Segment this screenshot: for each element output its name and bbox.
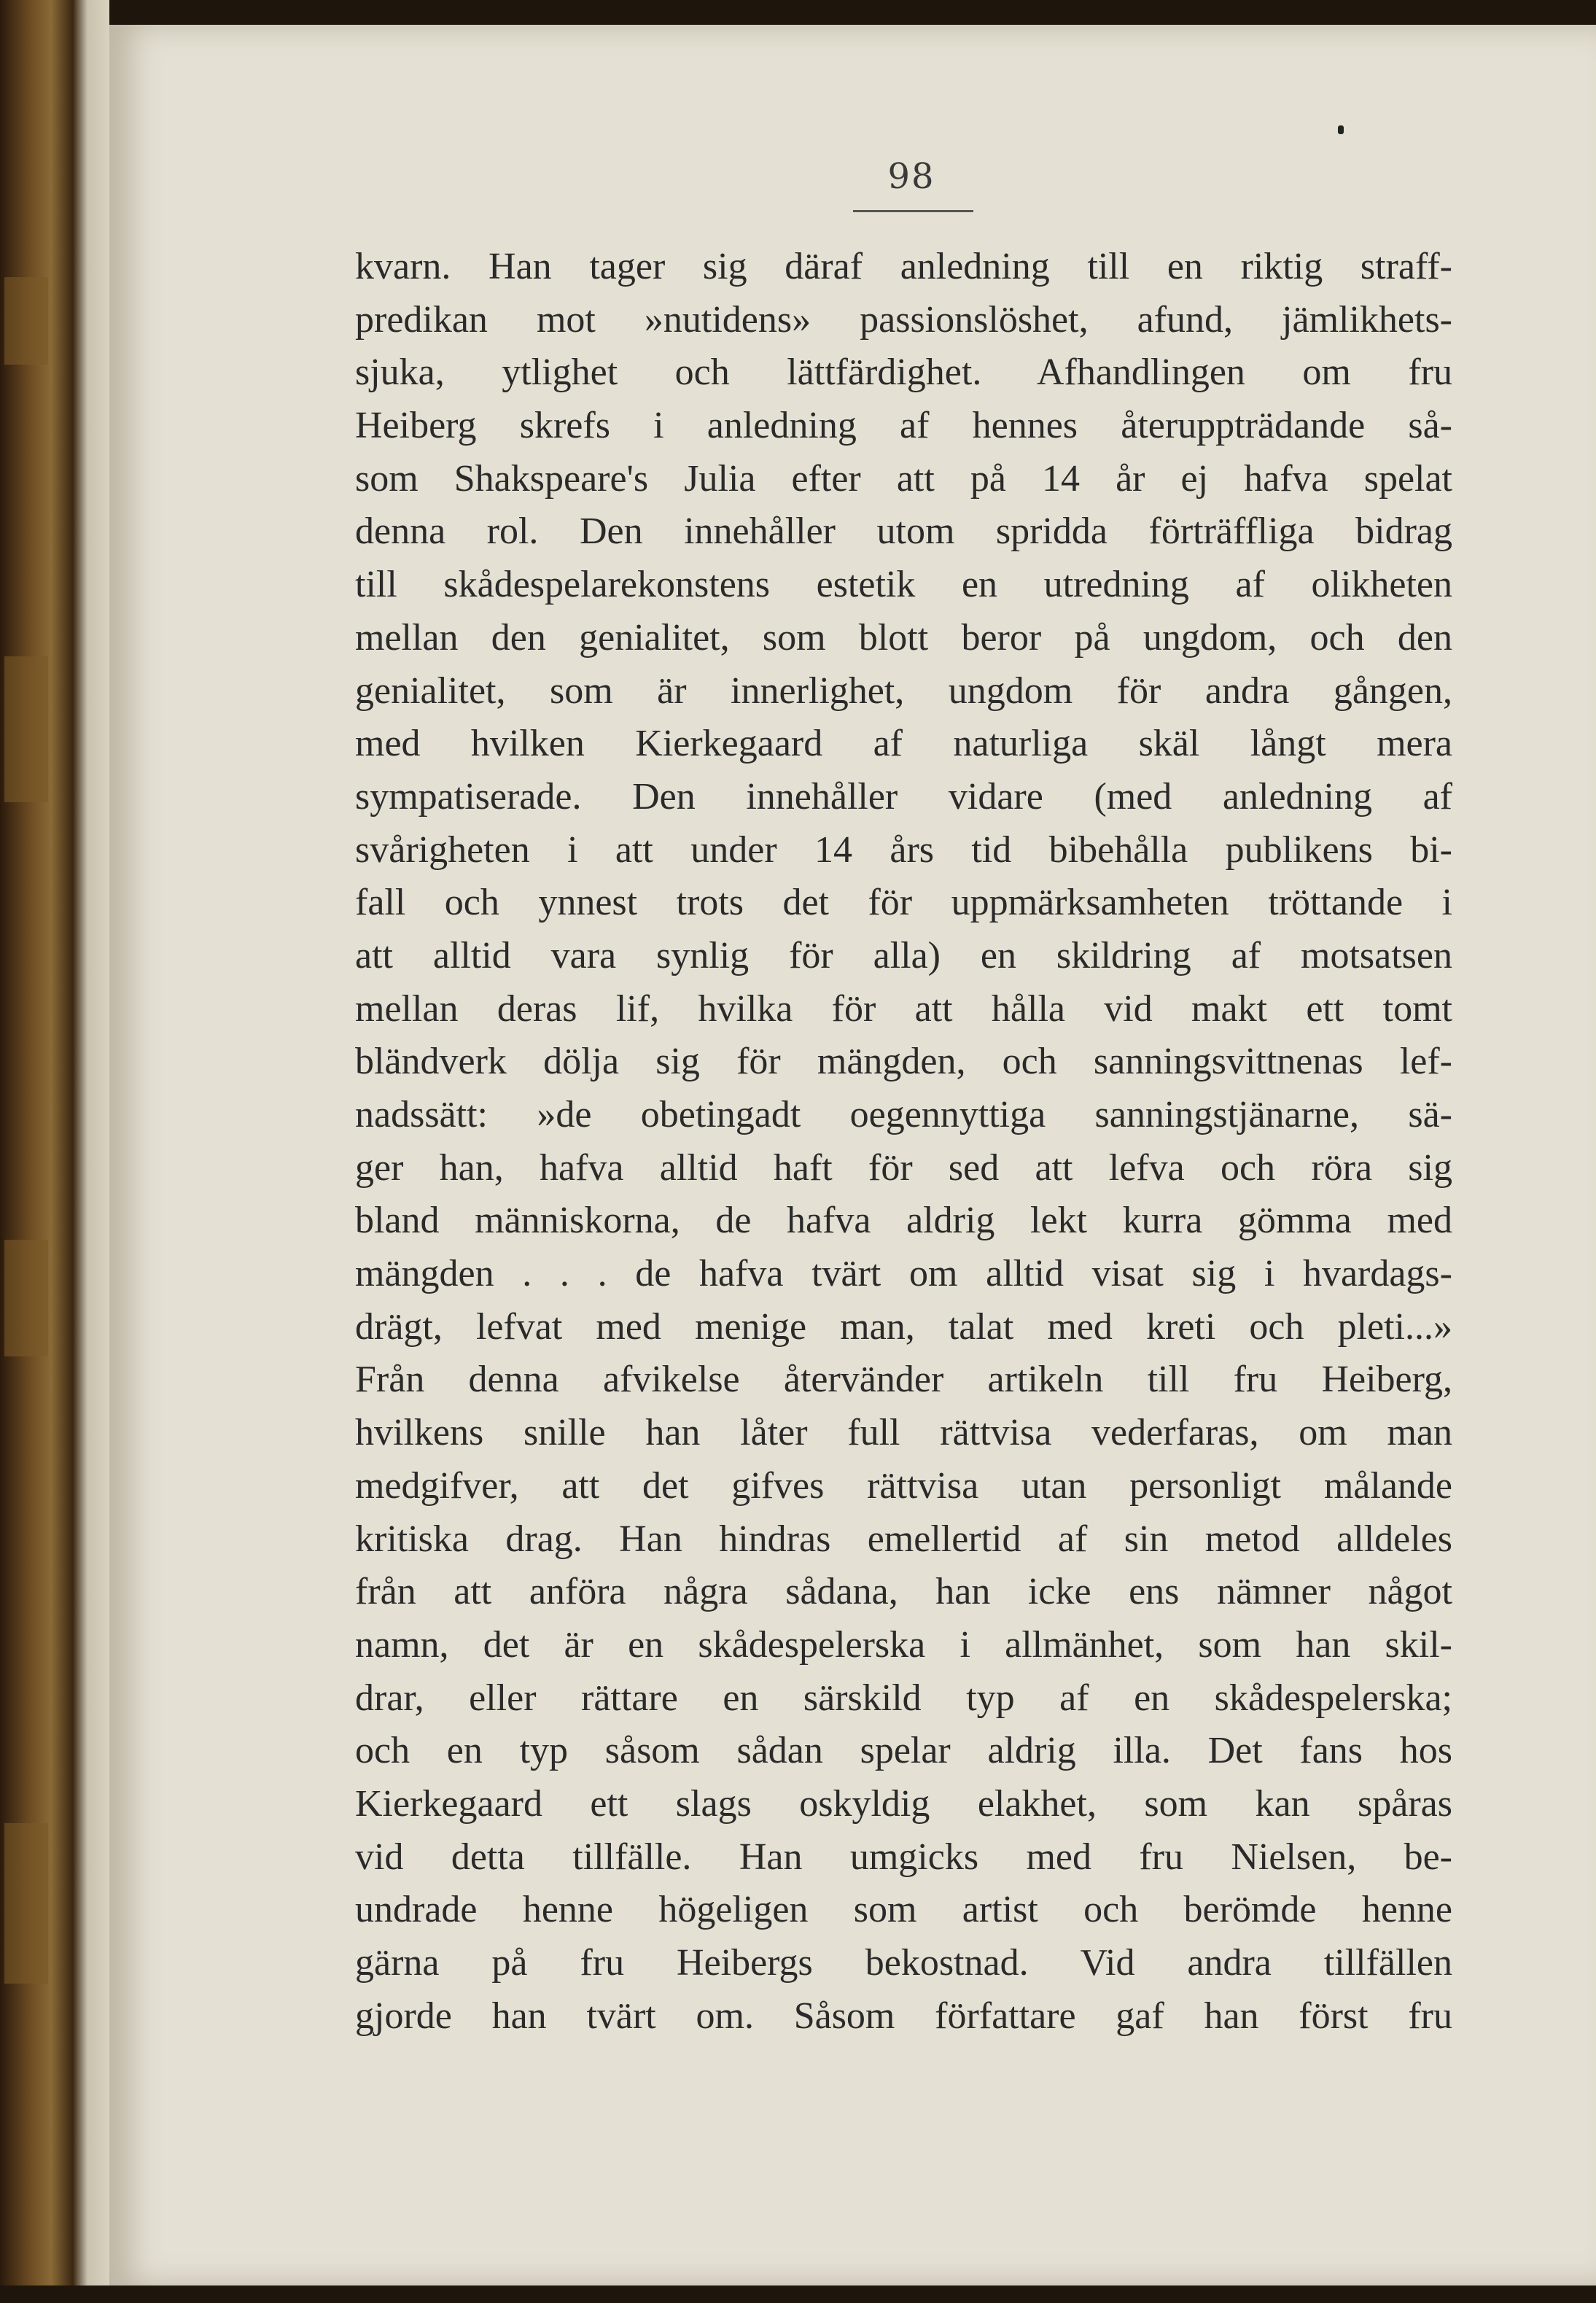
text-line: Heiberg skrefs i anledning af hennes återuppträdande så- — [355, 405, 1452, 447]
text-line: predikan mot »nutidens» passionslöshet, afund, jämlikhets- — [355, 298, 1452, 341]
binding-wear-mark — [4, 1823, 48, 1984]
text-line: genialitet, som är innerlighet, ungdom för andra gången, — [355, 669, 1452, 712]
text-line: drar, eller rättare en särskild typ af en skådespelerska; — [355, 1677, 1452, 1719]
ink-speck — [1338, 125, 1344, 134]
text-line: svårigheten i att under 14 års tid bibehålla publikens bi- — [355, 828, 1452, 871]
text-line: kvarn. Han tager sig däraf anledning till en riktig straff- — [355, 246, 1452, 287]
text-line: undrade henne högeligen som artist och berömde henne — [355, 1889, 1452, 1931]
text-line: gärna på fru Heibergs bekostnad. Vid andra tillfällen — [355, 1942, 1452, 1984]
text-line: att alltid vara synlig för alla) en skildring af motsatsen — [355, 934, 1452, 976]
book-binding-edge — [0, 0, 109, 2303]
text-line: bländverk dölja sig för mängden, och sanningsvittnenas lef- — [355, 1041, 1452, 1083]
text-line: som Shakspeare's Julia efter att på 14 år ej hafva spelat — [355, 457, 1452, 500]
scan-bottom-edge — [0, 2285, 1596, 2303]
text-line: från att anföra några sådana, han icke ens nämner något — [355, 1571, 1452, 1613]
binding-wear-mark — [4, 656, 48, 802]
text-line: och en typ såsom sådan spelar aldrig illa. Det fans hos — [355, 1730, 1452, 1772]
text-line: med hvilken Kierkegaard af naturliga skäl långt mera — [355, 723, 1452, 765]
text-line: namn, det är en skådespelerska i allmänhet, som han skil- — [355, 1623, 1452, 1666]
text-line: drägt, lefvat med menige man, talat med kreti och pleti...» — [355, 1305, 1452, 1348]
text-line: medgifver, att det gifves rättvisa utan personligt målande — [355, 1464, 1452, 1507]
body-text — [355, 241, 1452, 2043]
text-line: mängden . . . de hafva tvärt om alltid visat sig i hvardags- — [355, 1253, 1452, 1295]
text-line: Kierkegaard ett slags oskyldig elakhet, som kan spåras — [355, 1782, 1452, 1825]
text-line: mellan den genialitet, som blott beror på ungdom, och den — [355, 616, 1452, 659]
page-number: 98 — [887, 156, 935, 197]
binding-wear-mark — [4, 1240, 48, 1356]
text-line: bland människorna, de hafva aldrig lekt kurra gömma med — [355, 1200, 1452, 1242]
text-line: fall och ynnest trots det för uppmärksamheten tröttande i — [355, 882, 1452, 924]
text-line: denna rol. Den innehåller utom spridda förträffliga bidrag — [355, 510, 1452, 553]
text-line: till skådespelarekonstens estetik en utredning af olikheten — [355, 564, 1452, 606]
binding-wear-mark — [4, 277, 48, 365]
page-number-rule — [853, 210, 973, 212]
text-line: Från denna afvikelse återvänder artikeln till fru Heiberg, — [355, 1359, 1452, 1401]
text-line: kritiska drag. Han hindras emellertid af sin metod alldeles — [355, 1518, 1452, 1560]
text-line: gjorde han tvärt om. Såsom författare gaf han först fru — [355, 1995, 1452, 2037]
text-line: mellan deras lif, hvilka för att hålla vid makt ett tomt — [355, 987, 1452, 1030]
text-line: sjuka, ytlighet och lättfärdighet. Afhandlingen om fru — [355, 352, 1452, 394]
text-line: vid detta tillfälle. Han umgicks med fru Nielsen, be- — [355, 1836, 1452, 1878]
text-line: nadssätt: »de obetingadt oegennyttiga sanningstjänarne, sä- — [355, 1094, 1452, 1135]
text-line: hvilkens snille han låter full rättvisa vederfaras, om man — [355, 1412, 1452, 1454]
text-line: ger han, hafva alltid haft för sed att lefva och röra sig — [355, 1146, 1452, 1189]
scan-top-edge — [0, 0, 1596, 25]
text-line: sympatiserade. Den innehåller vidare (med anledning af — [355, 775, 1452, 817]
